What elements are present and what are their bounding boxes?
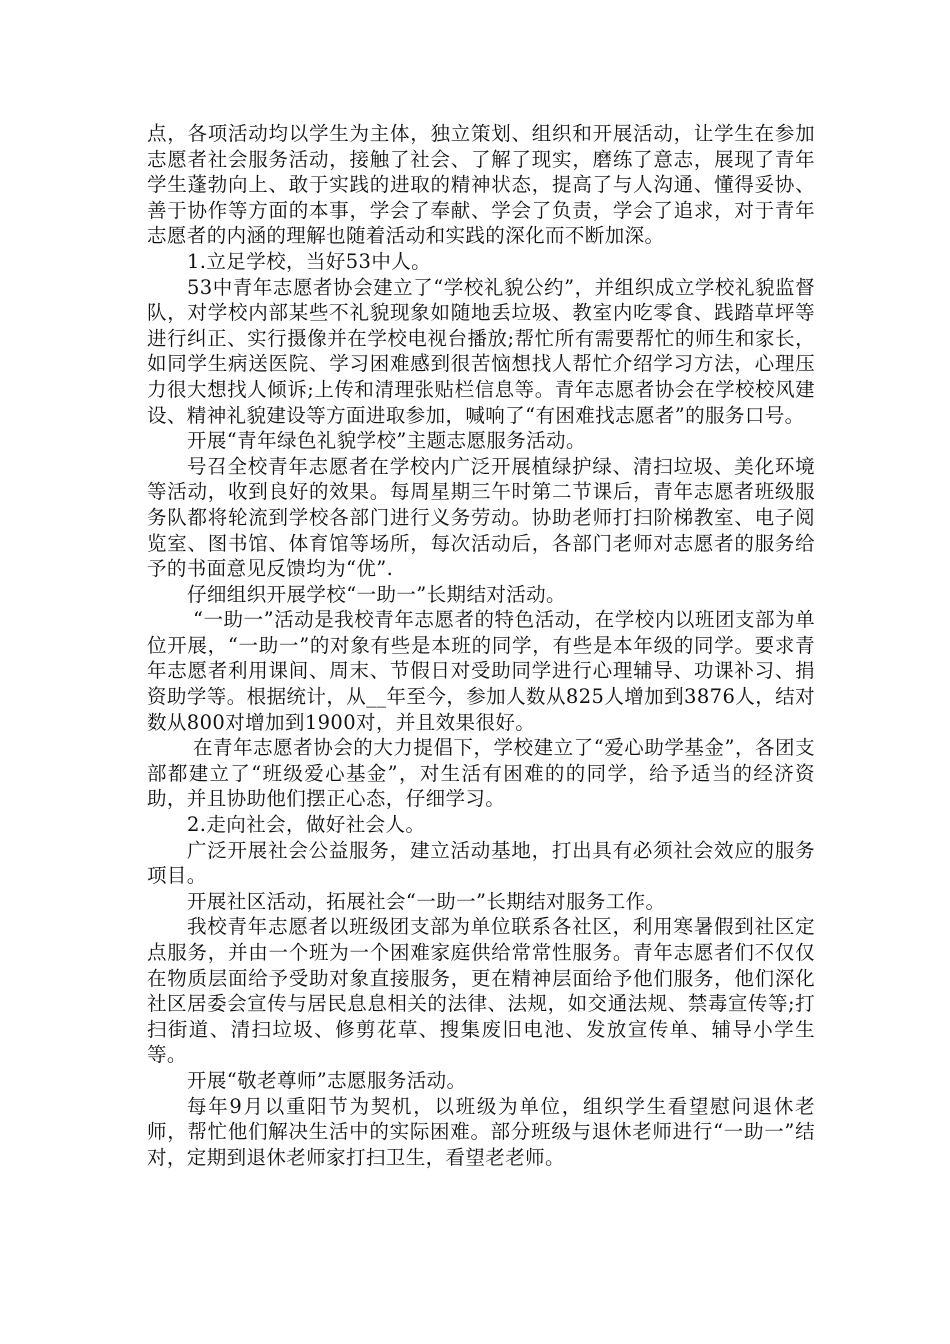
- paragraph-respect-elders: 每年9月以重阳节为契机，以班级为单位，组织学生看望慰问退休老师，帮忙他们解决生活中的实际困难。部分班级与退休老师进行“一助一”结对，定期到退休老师家打扫卫生，看望老老师。: [147, 1094, 815, 1169]
- subheading-community: 开展社区活动，拓展社会“一助一”长期结对服务工作。: [187, 889, 666, 913]
- subheading-respect-elders: 开展“敬老尊师”志愿服务活动。: [187, 1068, 467, 1092]
- paragraph-courtesy-convention: 53中青年志愿者协会建立了“学校礼貌公约”，并组织成立学校礼貌监督队，对学校内部某些不礼貌现象如随地丢垃圾、教室内吃零食、践踏草坪等进行纠正、实行摄像并在学校电视台播放;帮忙所有需要帮忙的师生和家长，如同学生病送医院、学习困难感到很苦恼想找人帮忙介绍学习方法，心理压力很大想找人倾诉;上传和清理张贴栏信息等。青年志愿者协会在学校校风建设、精神礼貌建设等方面进取参加，喊响了“有困难找志愿者”的服务口号。: [147, 275, 815, 427]
- paragraph-intro-continued: 点，各项活动均以学生为主体，独立策划、组织和开展活动，让学生在参加志愿者社会服务活动，接触了社会、了解了现实，磨练了意志，展现了青年学生蓬勃向上、敢于实践的进取的精神状态，提高了与人沟通、懂得妥协、善于协作等方面的本事，学会了奉献、学会了负责，学会了追求，对于青年志愿者的内涵的理解也随着活动和实践的深化而不断加深。: [147, 122, 815, 248]
- subheading-one-help-one: 仔细组织开展学校“一助一”长期结对活动。: [187, 582, 566, 606]
- paragraph-love-fund: 在青年志愿者协会的大力提倡下，学校建立了“爱心助学基金”，各团支部都建立了“班级爱心基金”，对生活有困难的的同学，给予适当的经济资助，并且协助他们摆正心态，仔细学习。: [147, 736, 815, 811]
- subheading-green-campus: 开展“青年绿色礼貌学校”主题志愿服务活动。: [187, 429, 586, 453]
- heading-section-1: 1.立足学校，当好53中人。: [187, 249, 432, 273]
- paragraph-public-service: 广泛开展社会公益服务，建立活动基地，打出具有必须社会效应的服务项目。: [147, 838, 815, 888]
- paragraph-one-help-one: “一助一”活动是我校青年志愿者的特色活动，在学校内以班团支部为单位开展，“一助一”的对象有些是本班的同学，有些是本年级的同学。要求青年志愿者利用课间、周末、节假日对受助同学进行心理辅导、功课补习、捐资助学等。根据统计，从__年至今，参加人数从825人增加到3876人，结对数从800对增加到1900对，并且效果很好。: [147, 608, 815, 734]
- heading-section-2: 2.走向社会，做好社会人。: [187, 813, 426, 837]
- paragraph-community: 我校青年志愿者以班级团支部为单位联系各社区，利用寒暑假到社区定点服务，并由一个班为一个困难家庭供给常常性服务。青年志愿者们不仅仅在物质层面给予受助对象直接服务，更在精神层面给予他们服务，他们深化社区居委会宣传与居民息息相关的法律、法规，如交通法规、禁毒宣传等;打扫街道、清扫垃圾、修剪花草、搜集废旧电池、发放宣传单、辅导小学生等。: [147, 915, 815, 1067]
- document-body: [147, 121, 815, 1170]
- paragraph-green-campus: 号召全校青年志愿者在学校内广泛开展植绿护绿、清扫垃圾、美化环境等活动，收到良好的效果。每周星期三午时第二节课后，青年志愿者班级服务队都将轮流到学校各部门进行义务劳动。协助老师打扫阶梯教室、电子阅览室、图书馆、体育馆等场所，每次活动后，各部门老师对志愿者的服务给予的书面意见反馈均为“优”.: [147, 454, 815, 581]
